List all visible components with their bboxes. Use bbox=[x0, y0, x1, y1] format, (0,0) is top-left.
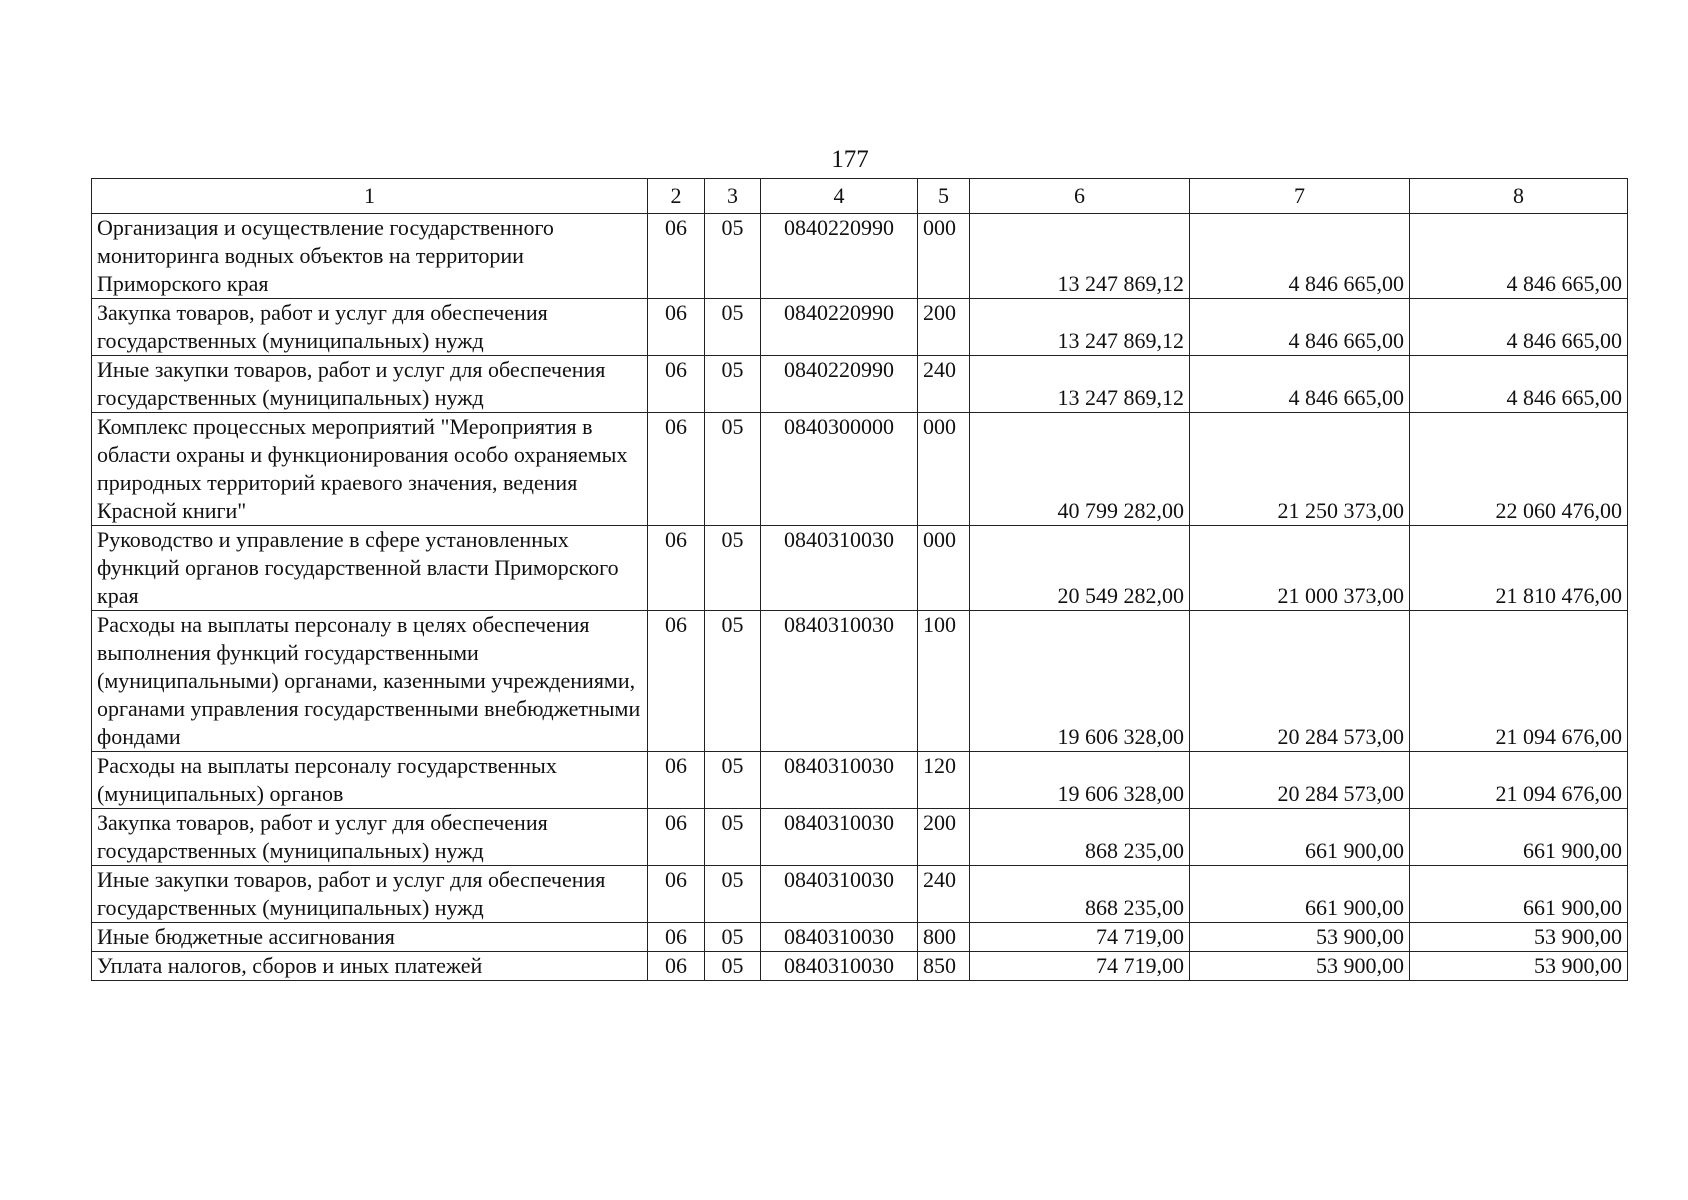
row-subsection-cell: 05 bbox=[705, 952, 761, 981]
row-amount-col6-cell: 40 799 282,00 bbox=[970, 413, 1190, 526]
row-amount-col6-cell: 13 247 869,12 bbox=[970, 299, 1190, 356]
row-expense-type-cell: 850 bbox=[918, 952, 970, 981]
row-amount-col6-cell: 20 549 282,00 bbox=[970, 526, 1190, 611]
row-target-article-cell: 0840310030 bbox=[761, 923, 918, 952]
row-expense-type-cell: 000 bbox=[918, 526, 970, 611]
row-target-article-cell: 0840300000 bbox=[761, 413, 918, 526]
row-target-article-cell: 0840310030 bbox=[761, 752, 918, 809]
row-target-article-cell: 0840310030 bbox=[761, 952, 918, 981]
row-section-cell: 06 bbox=[648, 611, 705, 752]
row-subsection-cell: 05 bbox=[705, 923, 761, 952]
row-expense-type-cell: 120 bbox=[918, 752, 970, 809]
row-expense-type-cell: 240 bbox=[918, 356, 970, 413]
table-row bbox=[92, 611, 1628, 752]
row-section-cell: 06 bbox=[648, 356, 705, 413]
header-cell-1: 1 bbox=[92, 179, 648, 214]
header-cell-2: 2 bbox=[648, 179, 705, 214]
row-target-article-cell: 0840310030 bbox=[761, 611, 918, 752]
row-amount-col8-cell: 21 094 676,00 bbox=[1410, 611, 1628, 752]
row-expense-type-cell: 100 bbox=[918, 611, 970, 752]
row-subsection-cell: 05 bbox=[705, 356, 761, 413]
row-target-article-cell: 0840220990 bbox=[761, 214, 918, 299]
row-amount-col7-cell: 4 846 665,00 bbox=[1190, 299, 1410, 356]
row-expense-type-cell: 200 bbox=[918, 809, 970, 866]
page-number: 177 bbox=[831, 146, 869, 173]
row-subsection-cell: 05 bbox=[705, 752, 761, 809]
row-amount-col6-cell: 868 235,00 bbox=[970, 809, 1190, 866]
row-amount-col8-cell: 22 060 476,00 bbox=[1410, 413, 1628, 526]
row-subsection-cell: 05 bbox=[705, 413, 761, 526]
row-amount-col7-cell: 20 284 573,00 bbox=[1190, 752, 1410, 809]
row-target-article-cell: 0840220990 bbox=[761, 299, 918, 356]
row-section-cell: 06 bbox=[648, 413, 705, 526]
table-row bbox=[92, 752, 1628, 809]
row-amount-col6-cell: 74 719,00 bbox=[970, 952, 1190, 981]
row-amount-col8-cell: 661 900,00 bbox=[1410, 809, 1628, 866]
row-amount-col7-cell: 661 900,00 bbox=[1190, 866, 1410, 923]
table-row bbox=[92, 923, 1628, 952]
row-expense-type-cell: 200 bbox=[918, 299, 970, 356]
row-amount-col6-cell: 13 247 869,12 bbox=[970, 214, 1190, 299]
row-section-cell: 06 bbox=[648, 214, 705, 299]
row-expense-type-cell: 000 bbox=[918, 413, 970, 526]
row-amount-col8-cell: 4 846 665,00 bbox=[1410, 356, 1628, 413]
header-cell-3: 3 bbox=[705, 179, 761, 214]
row-section-cell: 06 bbox=[648, 952, 705, 981]
row-amount-col6-cell: 13 247 869,12 bbox=[970, 356, 1190, 413]
table-row bbox=[92, 299, 1628, 356]
row-amount-col6-cell: 19 606 328,00 bbox=[970, 752, 1190, 809]
row-amount-col8-cell: 21 810 476,00 bbox=[1410, 526, 1628, 611]
header-cell-7: 7 bbox=[1190, 179, 1410, 214]
row-name-cell: Комплекс процессных мероприятий "Мероприятия в области охраны и функционирования особо охраняемых природных территорий краевого значения, ведения Красной книги" bbox=[92, 413, 648, 526]
row-amount-col6-cell: 868 235,00 bbox=[970, 866, 1190, 923]
row-amount-col8-cell: 4 846 665,00 bbox=[1410, 299, 1628, 356]
row-section-cell: 06 bbox=[648, 526, 705, 611]
table-row bbox=[92, 526, 1628, 611]
row-target-article-cell: 0840220990 bbox=[761, 356, 918, 413]
row-name-cell: Руководство и управление в сфере установленных функций органов государственной власти Приморского края bbox=[92, 526, 648, 611]
row-amount-col7-cell: 20 284 573,00 bbox=[1190, 611, 1410, 752]
row-name-cell: Закупка товаров, работ и услуг для обеспечения государственных (муниципальных) нужд bbox=[92, 299, 648, 356]
row-amount-col6-cell: 74 719,00 bbox=[970, 923, 1190, 952]
row-name-cell: Организация и осуществление государственного мониторинга водных объектов на территории Приморского края bbox=[92, 214, 648, 299]
row-section-cell: 06 bbox=[648, 809, 705, 866]
table-header-row bbox=[92, 179, 1628, 214]
table-row bbox=[92, 413, 1628, 526]
row-name-cell: Закупка товаров, работ и услуг для обеспечения государственных (муниципальных) нужд bbox=[92, 809, 648, 866]
row-amount-col7-cell: 21 250 373,00 bbox=[1190, 413, 1410, 526]
row-section-cell: 06 bbox=[648, 923, 705, 952]
row-name-cell: Иные бюджетные ассигнования bbox=[92, 923, 648, 952]
header-cell-4: 4 bbox=[761, 179, 918, 214]
row-amount-col8-cell: 661 900,00 bbox=[1410, 866, 1628, 923]
row-subsection-cell: 05 bbox=[705, 299, 761, 356]
row-target-article-cell: 0840310030 bbox=[761, 809, 918, 866]
row-subsection-cell: 05 bbox=[705, 809, 761, 866]
row-section-cell: 06 bbox=[648, 866, 705, 923]
row-name-cell: Иные закупки товаров, работ и услуг для обеспечения государственных (муниципальных) нужд bbox=[92, 866, 648, 923]
row-name-cell: Расходы на выплаты персоналу государственных (муниципальных) органов bbox=[92, 752, 648, 809]
table-row bbox=[92, 866, 1628, 923]
header-cell-5: 5 bbox=[918, 179, 970, 214]
row-target-article-cell: 0840310030 bbox=[761, 526, 918, 611]
row-subsection-cell: 05 bbox=[705, 611, 761, 752]
row-amount-col7-cell: 53 900,00 bbox=[1190, 952, 1410, 981]
table-row bbox=[92, 214, 1628, 299]
row-target-article-cell: 0840310030 bbox=[761, 866, 918, 923]
row-amount-col8-cell: 4 846 665,00 bbox=[1410, 214, 1628, 299]
row-amount-col7-cell: 4 846 665,00 bbox=[1190, 214, 1410, 299]
row-amount-col7-cell: 53 900,00 bbox=[1190, 923, 1410, 952]
header-cell-8: 8 bbox=[1410, 179, 1628, 214]
table-row bbox=[92, 809, 1628, 866]
row-expense-type-cell: 800 bbox=[918, 923, 970, 952]
table-row bbox=[92, 356, 1628, 413]
budget-table bbox=[91, 178, 1628, 981]
row-amount-col8-cell: 21 094 676,00 bbox=[1410, 752, 1628, 809]
row-amount-col7-cell: 4 846 665,00 bbox=[1190, 356, 1410, 413]
row-amount-col8-cell: 53 900,00 bbox=[1410, 923, 1628, 952]
row-section-cell: 06 bbox=[648, 752, 705, 809]
row-subsection-cell: 05 bbox=[705, 866, 761, 923]
table-row bbox=[92, 952, 1628, 981]
row-expense-type-cell: 000 bbox=[918, 214, 970, 299]
row-amount-col7-cell: 661 900,00 bbox=[1190, 809, 1410, 866]
header-cell-6: 6 bbox=[970, 179, 1190, 214]
row-section-cell: 06 bbox=[648, 299, 705, 356]
row-amount-col7-cell: 21 000 373,00 bbox=[1190, 526, 1410, 611]
row-amount-col8-cell: 53 900,00 bbox=[1410, 952, 1628, 981]
row-expense-type-cell: 240 bbox=[918, 866, 970, 923]
row-name-cell: Уплата налогов, сборов и иных платежей bbox=[92, 952, 648, 981]
row-subsection-cell: 05 bbox=[705, 526, 761, 611]
row-name-cell: Расходы на выплаты персоналу в целях обеспечения выполнения функций государственными (муниципальными) органами, казенными учреждениями, органами управления государственными внебюджетными фондами bbox=[92, 611, 648, 752]
row-name-cell: Иные закупки товаров, работ и услуг для обеспечения государственных (муниципальных) нужд bbox=[92, 356, 648, 413]
row-amount-col6-cell: 19 606 328,00 bbox=[970, 611, 1190, 752]
row-subsection-cell: 05 bbox=[705, 214, 761, 299]
